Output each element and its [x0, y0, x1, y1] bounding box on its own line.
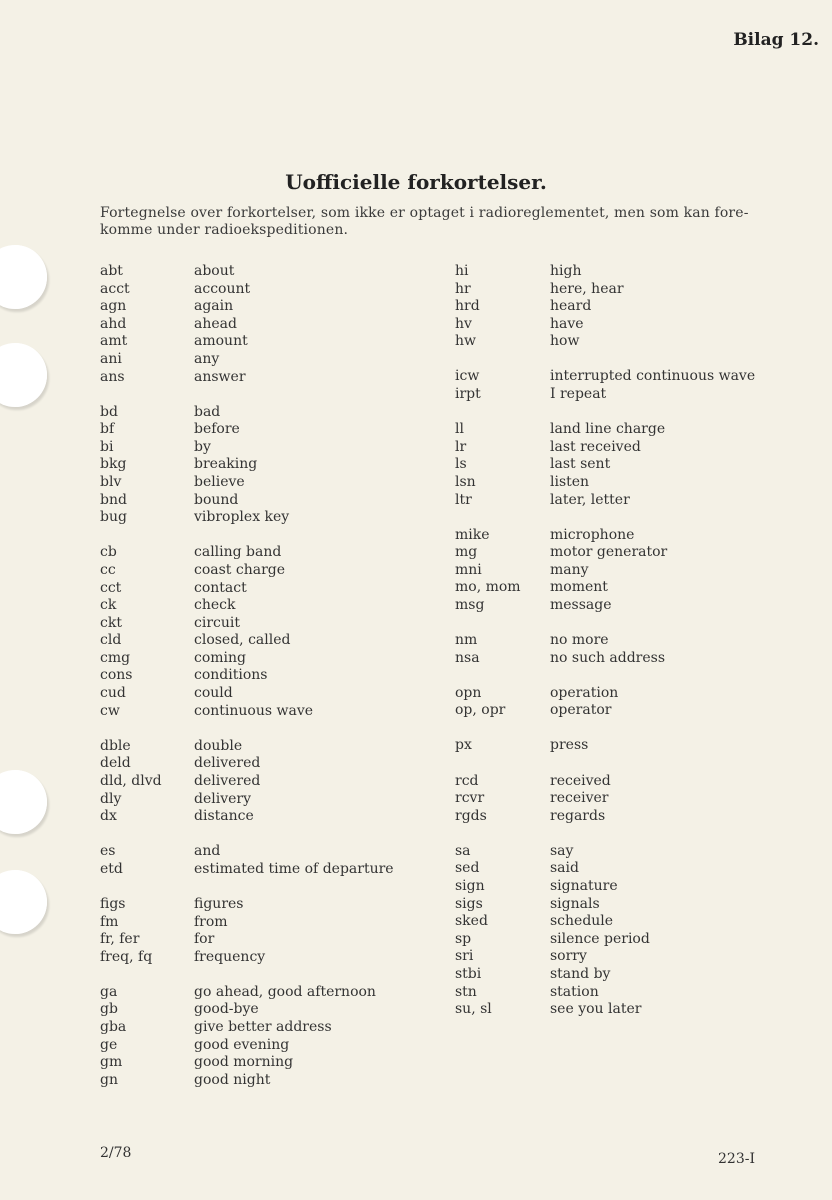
abbreviation-meaning: schedule — [550, 913, 614, 930]
abbreviation-column-left — [100, 263, 394, 1107]
abbreviation: ans — [100, 368, 125, 385]
abbreviation-row — [100, 351, 394, 369]
abbreviation-meaning: operation — [550, 684, 619, 701]
abbreviation-row — [100, 333, 394, 351]
abbreviation: fm — [100, 913, 119, 930]
abbreviation-row — [100, 1037, 394, 1055]
abbreviation-row — [455, 597, 755, 615]
abbreviation: sign — [455, 878, 485, 895]
abbreviation-group — [455, 685, 755, 720]
abbreviation-group — [455, 773, 755, 826]
abbreviation: ga — [100, 983, 118, 1000]
abbreviation-row — [100, 474, 394, 492]
abbreviation-group — [455, 368, 755, 403]
abbreviation: nm — [455, 632, 478, 649]
abbreviation-row — [455, 439, 755, 457]
abbreviation-meaning: here, hear — [550, 280, 624, 297]
abbreviation-row — [455, 386, 755, 404]
abbreviation-row — [100, 369, 394, 387]
abbreviation: stn — [455, 983, 477, 1000]
abbreviation-row — [100, 843, 394, 861]
abbreviation: opn — [455, 684, 482, 701]
punch-hole — [0, 870, 47, 934]
abbreviation-meaning: believe — [194, 474, 245, 491]
abbreviation: dld, dlvd — [100, 772, 162, 789]
abbreviation: sa — [455, 842, 471, 859]
abbreviation: icw — [455, 368, 480, 385]
abbreviation-row — [100, 896, 394, 914]
abbreviation-meaning: signals — [550, 895, 600, 912]
abbreviation: irpt — [455, 386, 481, 403]
abbreviation-meaning: delivered — [194, 772, 261, 789]
abbreviation-row — [455, 650, 755, 668]
abbreviation-meaning: no such address — [550, 649, 666, 666]
abbreviation-row — [455, 421, 755, 439]
abbreviation: blv — [100, 474, 122, 491]
abbreviation-meaning: good night — [194, 1071, 271, 1088]
abbreviation-row — [455, 931, 755, 949]
abbreviation-row — [100, 773, 394, 791]
abbreviation-row — [100, 650, 394, 668]
abbreviation-meaning: say — [550, 842, 574, 859]
abbreviation: mg — [455, 544, 478, 561]
abbreviation: es — [100, 843, 116, 860]
abbreviation-row — [100, 562, 394, 580]
page-title: Uofficielle forkortelser. — [285, 170, 547, 194]
abbreviation: sigs — [455, 895, 483, 912]
abbreviation: cb — [100, 544, 117, 561]
abbreviation-row — [455, 281, 755, 299]
abbreviation-meaning: land line charge — [550, 421, 666, 438]
abbreviation-meaning: and — [194, 843, 221, 860]
abbreviation: bf — [100, 421, 115, 438]
abbreviation-meaning: operator — [550, 702, 612, 719]
abbreviation: cons — [100, 667, 133, 684]
abbreviation-meaning: calling band — [194, 544, 282, 561]
abbreviation-meaning: how — [550, 333, 580, 350]
abbreviation: sp — [455, 930, 472, 947]
abbreviation-row — [100, 1072, 394, 1090]
abbreviation-group — [455, 632, 755, 667]
abbreviation-group — [100, 843, 394, 878]
abbreviation: bkg — [100, 456, 127, 473]
abbreviation-meaning: amount — [194, 333, 248, 350]
abbreviation: hrd — [455, 298, 480, 315]
intro-paragraph: Fortegnelse over forkortelser, som ikke er optaget i radioreglementet, men som kan fore-komme under radioekspeditionen. — [100, 205, 749, 238]
abbreviation-meaning: stand by — [550, 966, 611, 982]
abbreviation-meaning: closed, called — [194, 632, 291, 649]
abbreviation-meaning: listen — [550, 473, 590, 490]
abbreviation-row — [455, 456, 755, 474]
abbreviation-row — [100, 791, 394, 809]
abbreviation-meaning: by — [194, 438, 211, 455]
abbreviation: figs — [100, 895, 126, 912]
abbreviation: cw — [100, 702, 120, 719]
abbreviation-meaning: distance — [194, 808, 254, 825]
abbreviation-meaning: received — [550, 772, 611, 789]
abbreviation-row — [455, 298, 755, 316]
page-footer-code: 223-I — [718, 1151, 755, 1167]
abbreviation-group — [455, 737, 755, 755]
abbreviation-meaning: estimated time of departure — [194, 860, 394, 877]
abbreviation-row — [100, 861, 394, 879]
abbreviation-row — [455, 316, 755, 334]
abbreviation-row — [455, 702, 755, 720]
abbreviation-row — [455, 492, 755, 510]
abbreviation: fr, fer — [100, 931, 140, 948]
abbreviation: msg — [455, 597, 485, 613]
abbreviation: lr — [455, 438, 467, 455]
abbreviation-row — [455, 860, 755, 878]
abbreviation-meaning: interrupted continuous wave — [550, 368, 756, 385]
abbreviation-meaning: sorry — [550, 948, 587, 965]
abbreviation-meaning: moment — [550, 579, 608, 596]
abbreviation-meaning: account — [194, 280, 251, 297]
abbreviation-row — [455, 474, 755, 492]
abbreviation: deld — [100, 755, 131, 772]
abbreviation-meaning: frequency — [194, 948, 266, 965]
abbreviation-row — [100, 492, 394, 510]
abbreviation-row — [455, 263, 755, 281]
abbreviation-row — [100, 755, 394, 773]
abbreviation-meaning: contact — [194, 579, 247, 596]
abbreviation-row — [455, 913, 755, 931]
abbreviation: rcd — [455, 772, 479, 789]
abbreviation: amt — [100, 333, 128, 350]
abbreviation: gb — [100, 1001, 118, 1018]
abbreviation: hw — [455, 333, 476, 350]
abbreviation-group — [100, 896, 394, 966]
abbreviation: px — [455, 737, 472, 754]
abbreviation-row — [100, 685, 394, 703]
abbreviation-meaning: continuous wave — [194, 702, 314, 719]
abbreviation: bd — [100, 403, 118, 420]
abbreviation-meaning: give better address — [194, 1018, 332, 1035]
abbreviation-row — [100, 263, 394, 281]
abbreviation: hi — [455, 263, 469, 279]
abbreviation-row — [100, 1054, 394, 1072]
abbreviation-row — [100, 298, 394, 316]
abbreviation-row — [455, 878, 755, 896]
abbreviation-meaning: delivered — [194, 755, 261, 772]
abbreviation: hr — [455, 280, 471, 297]
abbreviation-row — [100, 281, 394, 299]
abbreviation-column-right — [455, 263, 755, 1036]
abbreviation-row — [455, 808, 755, 826]
page-footer-date: 2/78 — [100, 1145, 132, 1161]
abbreviation-meaning: before — [194, 421, 240, 438]
abbreviation: bi — [100, 438, 114, 455]
abbreviation-meaning: high — [550, 263, 582, 279]
abbreviation: abt — [100, 263, 123, 279]
punch-hole — [0, 343, 47, 407]
abbreviation-group — [455, 421, 755, 509]
abbreviation-meaning: receiver — [550, 790, 609, 807]
abbreviation-group — [455, 527, 755, 615]
abbreviation-meaning: conditions — [194, 667, 268, 684]
abbreviation-meaning: go ahead, good afternoon — [194, 983, 376, 1000]
abbreviation-meaning: figures — [194, 895, 244, 912]
abbreviation-row — [100, 984, 394, 1002]
abbreviation-meaning: later, letter — [550, 491, 630, 508]
abbreviation-row — [100, 615, 394, 633]
abbreviation-meaning: station — [550, 983, 599, 1000]
abbreviation-row — [455, 773, 755, 791]
abbreviation-group — [100, 738, 394, 826]
abbreviation: sri — [455, 948, 474, 965]
abbreviation: rgds — [455, 807, 487, 824]
abbreviation-meaning: good-bye — [194, 1001, 259, 1018]
abbreviation-meaning: check — [194, 597, 236, 614]
abbreviation-meaning: answer — [194, 368, 246, 385]
abbreviation-row — [455, 632, 755, 650]
abbreviation-meaning: coming — [194, 649, 247, 666]
abbreviation-meaning: about — [194, 263, 235, 279]
abbreviation-row — [100, 421, 394, 439]
abbreviation-row — [455, 527, 755, 545]
abbreviation: ll — [455, 421, 464, 438]
abbreviation-row — [455, 333, 755, 351]
abbreviation: mike — [455, 526, 490, 543]
abbreviation-row — [100, 1019, 394, 1037]
abbreviation-meaning: from — [194, 913, 228, 930]
abbreviation: ltr — [455, 491, 472, 508]
abbreviation: mni — [455, 561, 482, 578]
abbreviation-meaning: signature — [550, 878, 618, 895]
abbreviation-meaning: microphone — [550, 526, 635, 543]
abbreviation-group — [100, 404, 394, 527]
abbreviation: gba — [100, 1018, 127, 1035]
abbreviation-row — [100, 703, 394, 721]
abbreviation-meaning: vibroplex key — [194, 509, 290, 526]
abbreviation-row — [455, 544, 755, 562]
abbreviation: ahd — [100, 315, 127, 332]
abbreviation-row — [455, 368, 755, 386]
abbreviation: sked — [455, 913, 488, 930]
abbreviation-row — [100, 738, 394, 756]
abbreviation-row — [455, 737, 755, 755]
abbreviation-meaning: ahead — [194, 315, 237, 332]
abbreviation-meaning: bound — [194, 491, 239, 508]
abbreviation-meaning: see you later — [550, 1001, 642, 1018]
abbreviation-row — [455, 579, 755, 597]
abbreviation-row — [455, 790, 755, 808]
abbreviation: cld — [100, 632, 122, 649]
abbreviation-row — [455, 685, 755, 703]
abbreviation-group — [100, 263, 394, 386]
abbreviation-row — [455, 896, 755, 914]
abbreviation-row — [455, 562, 755, 580]
abbreviation-row — [455, 1001, 755, 1019]
abbreviation-meaning: last sent — [550, 456, 611, 473]
abbreviation-meaning: said — [550, 860, 579, 877]
abbreviation: hv — [455, 315, 472, 332]
abbreviation: dble — [100, 737, 131, 754]
abbreviation-row — [100, 667, 394, 685]
abbreviation-meaning: many — [550, 561, 589, 578]
abbreviation-meaning: any — [194, 350, 220, 367]
abbreviation-meaning: good evening — [194, 1036, 290, 1053]
appendix-label: Bilag 12. — [733, 30, 819, 50]
abbreviation-meaning: heard — [550, 298, 592, 315]
abbreviation: bug — [100, 509, 127, 526]
abbreviation: ge — [100, 1036, 118, 1053]
abbreviation-row — [100, 808, 394, 826]
abbreviation-row — [100, 544, 394, 562]
abbreviation-meaning: coast charge — [194, 561, 286, 578]
abbreviation: rcvr — [455, 790, 485, 807]
abbreviation-meaning: double — [194, 737, 243, 754]
abbreviation-meaning: press — [550, 737, 589, 754]
abbreviation-row — [455, 948, 755, 966]
abbreviation-meaning: good morning — [194, 1054, 294, 1071]
abbreviation: ck — [100, 597, 117, 614]
abbreviation-meaning: motor generator — [550, 544, 668, 561]
abbreviation: gn — [100, 1071, 118, 1088]
abbreviation-meaning: again — [194, 298, 234, 315]
abbreviation-row — [455, 984, 755, 1002]
abbreviation: lsn — [455, 473, 476, 490]
abbreviation-meaning: breaking — [194, 456, 258, 473]
abbreviation-row — [100, 316, 394, 334]
abbreviation-meaning: message — [550, 597, 612, 613]
abbreviation-row — [100, 1001, 394, 1019]
abbreviation: gm — [100, 1054, 123, 1071]
abbreviation-row — [100, 914, 394, 932]
abbreviation-meaning: no more — [550, 632, 609, 649]
abbreviation: ckt — [100, 614, 122, 631]
abbreviation-meaning: circuit — [194, 614, 240, 631]
abbreviation: sed — [455, 860, 480, 877]
abbreviation-meaning: silence period — [550, 930, 650, 947]
abbreviation-meaning: could — [194, 685, 233, 702]
abbreviation: cmg — [100, 649, 131, 666]
abbreviation-group — [100, 544, 394, 720]
abbreviation-meaning: bad — [194, 403, 221, 420]
abbreviation: acct — [100, 280, 130, 297]
abbreviation-row — [455, 843, 755, 861]
abbreviation-group — [455, 843, 755, 1019]
abbreviation-meaning: delivery — [194, 790, 251, 807]
abbreviation: ani — [100, 350, 122, 367]
abbreviation-row — [100, 931, 394, 949]
abbreviation-row — [100, 632, 394, 650]
abbreviation: bnd — [100, 491, 127, 508]
abbreviation: cct — [100, 579, 122, 596]
abbreviation-row — [100, 509, 394, 527]
abbreviation-row — [100, 456, 394, 474]
abbreviation-group — [100, 984, 394, 1090]
punch-hole — [0, 770, 47, 834]
abbreviation: su, sl — [455, 1001, 492, 1018]
abbreviation: cud — [100, 685, 126, 702]
abbreviation: agn — [100, 298, 127, 315]
abbreviation-meaning: regards — [550, 807, 606, 824]
abbreviation-meaning: for — [194, 931, 215, 948]
abbreviation-row — [100, 439, 394, 457]
abbreviation: etd — [100, 860, 123, 877]
abbreviation: op, opr — [455, 702, 506, 719]
abbreviation-meaning: I repeat — [550, 386, 607, 403]
abbreviation: ls — [455, 456, 467, 473]
abbreviation-meaning: have — [550, 315, 584, 332]
abbreviation-row — [100, 949, 394, 967]
abbreviation-row — [455, 966, 755, 984]
abbreviation-row — [100, 597, 394, 615]
abbreviation-row — [100, 404, 394, 422]
abbreviation: freq, fq — [100, 948, 153, 965]
abbreviation: nsa — [455, 649, 480, 666]
abbreviation-meaning: last received — [550, 438, 641, 455]
abbreviation-row — [100, 580, 394, 598]
abbreviation: stbi — [455, 966, 482, 982]
abbreviation-group — [455, 263, 755, 351]
abbreviation: dx — [100, 808, 117, 825]
abbreviation: cc — [100, 561, 116, 578]
abbreviation: dly — [100, 790, 122, 807]
punch-hole — [0, 245, 47, 309]
abbreviation: mo, mom — [455, 579, 521, 596]
